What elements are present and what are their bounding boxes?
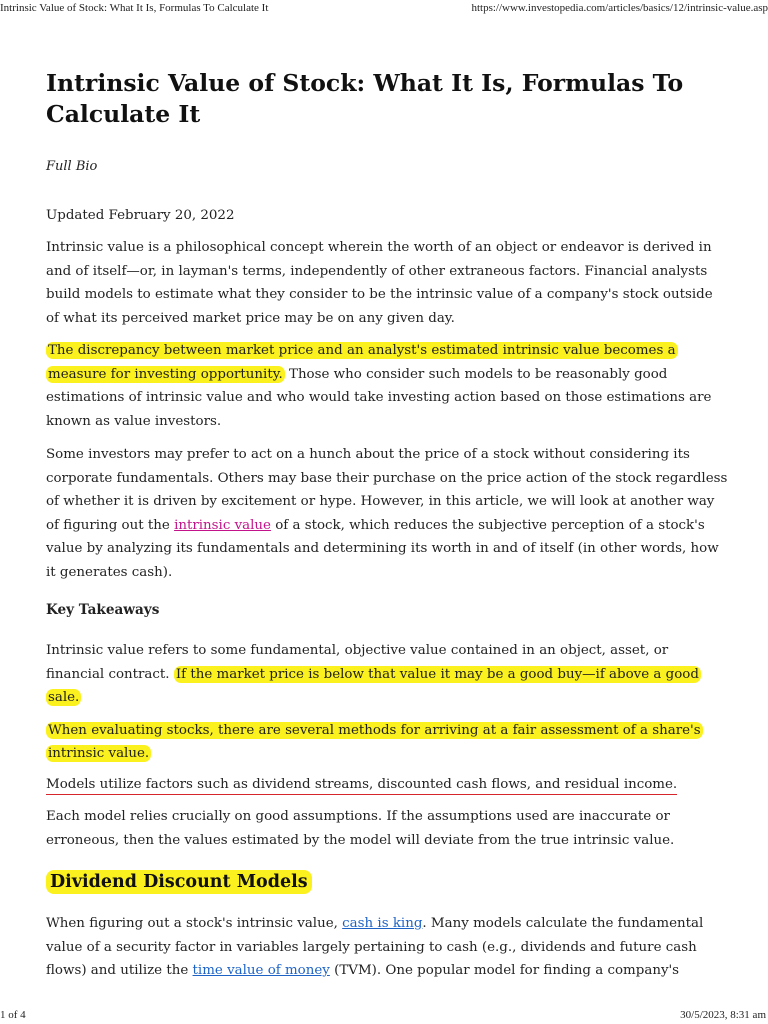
paragraph-dividend bbox=[46, 912, 728, 983]
time-value-of-money-link[interactable]: time value of money bbox=[192, 963, 330, 978]
highlighted-text: If the market price is below that value it may be a good buy—if above a good sale. bbox=[48, 666, 699, 705]
cash-is-king-link[interactable]: cash is king bbox=[342, 916, 423, 931]
print-footer bbox=[0, 1006, 768, 1024]
takeaway-4: Each model relies crucially on good assumptions. If the assumptions used are inaccurate or erroneous, then the values estimated by the model will deviate from the true intrinsic value. bbox=[46, 809, 675, 848]
paragraph-text: (TVM). One popular model for finding a company's bbox=[329, 963, 680, 978]
paragraph-text: Intrinsic value refers to some fundamental, objective value contained in an object, asset, or financial contract. bbox=[46, 643, 669, 682]
takeaway-2 bbox=[46, 719, 728, 766]
article bbox=[46, 68, 728, 983]
print-timestamp: 30/5/2023, 8:31 am bbox=[680, 1009, 766, 1021]
underlined-text: Models utilize factors such as dividend streams, discounted cash flows, and residual income. bbox=[46, 777, 677, 795]
paragraph-text: of a stock, which reduces the subjective perception of a stock's value by analyzing its fundamentals and determining its worth in and of itself (in other words, how it generates cash). bbox=[46, 517, 719, 580]
paragraph-intro: Intrinsic value is a philosophical concept wherein the worth of an object or endeavor is derived in and of itself—or, in layman's terms, independently of other extraneous factors. Financial analysts build models to estimate what they consider to be the intrinsic value of a company's stock outside of what its perceived market price may be on any given day. bbox=[46, 240, 713, 326]
section-heading bbox=[46, 868, 728, 896]
paragraph-text: Some investors may prefer to act on a hunch about the price of a stock without considering its corporate fundamentals. Others may base their purchase on the price action of the stock regardless of whether it is driven by excitement or hype. However, in this article, we will look at another way of figuring out the bbox=[46, 447, 728, 533]
key-takeaways-heading: Key Takeaways bbox=[46, 602, 160, 618]
print-header-url: https://www.investopedia.com/articles/basics/12/intrinsic-value.asp bbox=[471, 2, 768, 14]
paragraph-discrepancy bbox=[46, 339, 728, 433]
takeaway-1 bbox=[46, 639, 728, 710]
paragraph-text: When figuring out a stock's intrinsic value, bbox=[46, 916, 343, 931]
highlighted-text: When evaluating stocks, there are several methods for arriving at a fair assessment of a share's intrinsic value. bbox=[48, 722, 701, 761]
author-byline[interactable]: Full Bio bbox=[46, 159, 98, 174]
paragraph-text: . Many models calculate the fundamental value of a security factor in variables largely pertaining to cash (e.g., dividends and future cash flows) and utilize the bbox=[46, 916, 704, 978]
paragraph-text: Those who consider such models to be reasonably good estimations of intrinsic value and who would take investing action based on those estimations are known as value investors. bbox=[46, 366, 712, 429]
updated-date: Updated February 20, 2022 bbox=[46, 208, 235, 223]
highlighted-heading: Dividend Discount Models bbox=[46, 870, 312, 894]
print-header bbox=[0, 0, 768, 18]
page-count: 1 of 4 bbox=[0, 1009, 26, 1021]
article-title: Intrinsic Value of Stock: What It Is, Formulas To Calculate It bbox=[46, 69, 684, 128]
highlighted-text: The discrepancy between market price and an analyst's estimated intrinsic value becomes a measure for investing opportunity. bbox=[48, 343, 676, 382]
takeaway-3 bbox=[46, 773, 728, 797]
paragraph-fundamentals bbox=[46, 443, 728, 584]
print-header-title: Intrinsic Value of Stock: What It Is, Formulas To Calculate It bbox=[0, 2, 269, 14]
intrinsic-value-link[interactable]: intrinsic value bbox=[174, 517, 271, 533]
